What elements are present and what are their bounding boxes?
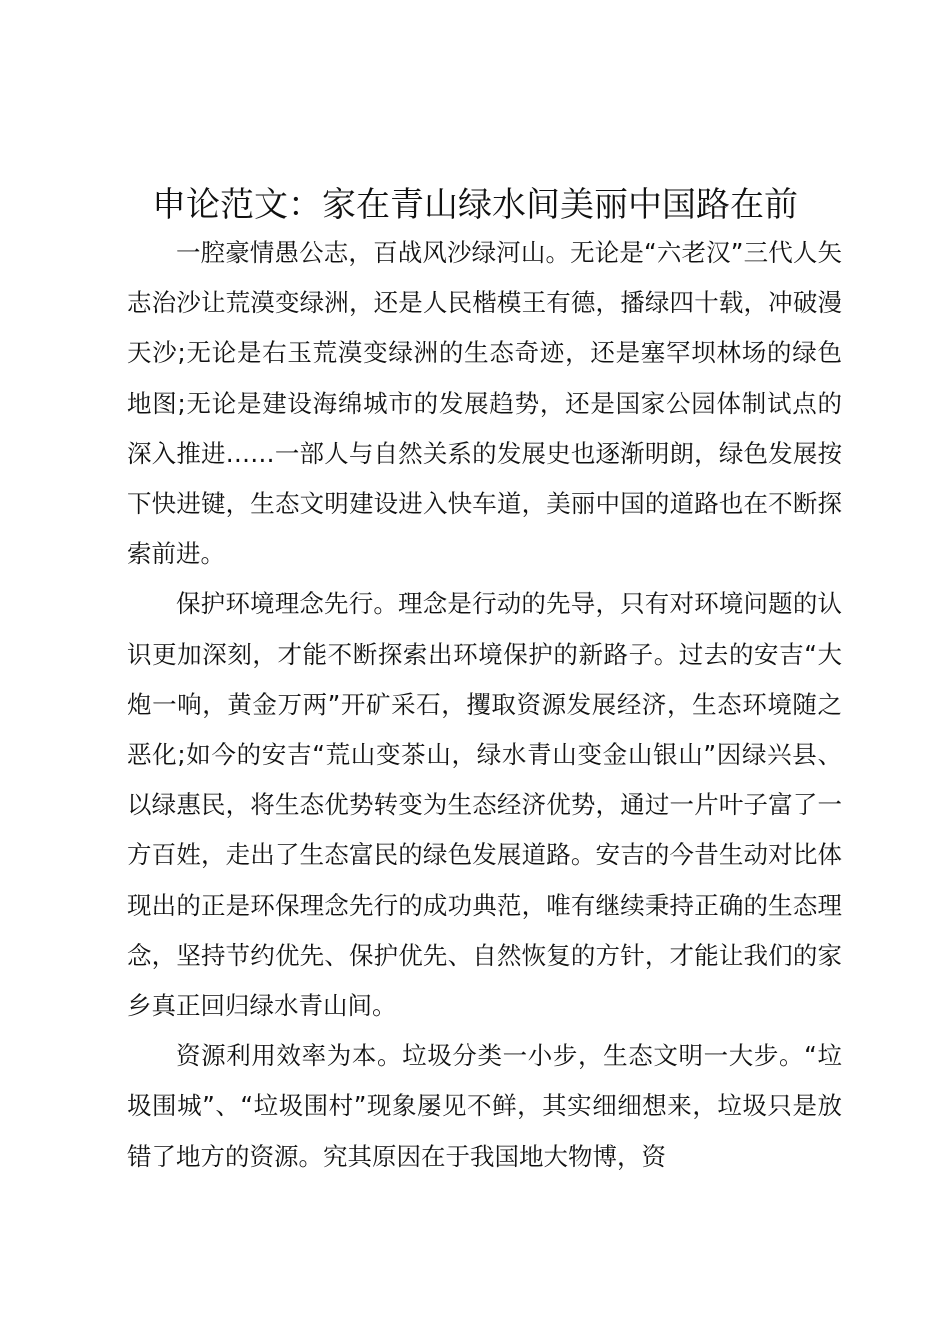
document-body xyxy=(127,228,842,1182)
paragraph-2: 保护环境理念先行。理念是行动的先导，只有对环境问题的认识更加深刻，才能不断探索出环境保护的新路子。过去的安吉“大炮一响，黄金万两”开矿采石，攫取资源发展经济，生态环境随之恶化;如今的安吉“荒山变茶山，绿水青山变金山银山”因绿兴县、以绿惠民，将生态优势转变为生态经济优势，通过一片叶子富了一方百姓，走出了生态富民的绿色发展道路。安吉的今昔生动对比体现出的正是环保理念先行的成功典范，唯有继续秉持正确的生态理念，坚持节约优先、保护优先、自然恢复的方针，才能让我们的家乡真正回归绿水青山间。 xyxy=(127,589,842,1021)
document-title: 申论范文：家在青山绿水间美丽中国路在前 xyxy=(152,185,798,225)
paragraph-3: 资源利用效率为本。垃圾分类一小步，生态文明一大步。“垃圾围城”、“垃圾围村”现象屡见不鲜，其实细细想来，垃圾只是放错了地方的资源。究其原因在于我国地大物博，资 xyxy=(127,1041,842,1171)
paragraph-1: 一腔豪情愚公志，百战风沙绿河山。无论是“六老汉”三代人矢志治沙让荒漠变绿洲，还是人民楷模王有德，播绿四十载，冲破漫天沙;无论是右玉荒漠变绿洲的生态奇迹，还是塞罕坝林场的绿色地图;无论是建设海绵城市的发展趋势，还是国家公园体制试点的深入推进……一部人与自然关系的发展史也逐渐明朗，绿色发展按下快进键，生态文明建设进入快车道，美丽中国的道路也在不断探索前进。 xyxy=(127,238,842,569)
